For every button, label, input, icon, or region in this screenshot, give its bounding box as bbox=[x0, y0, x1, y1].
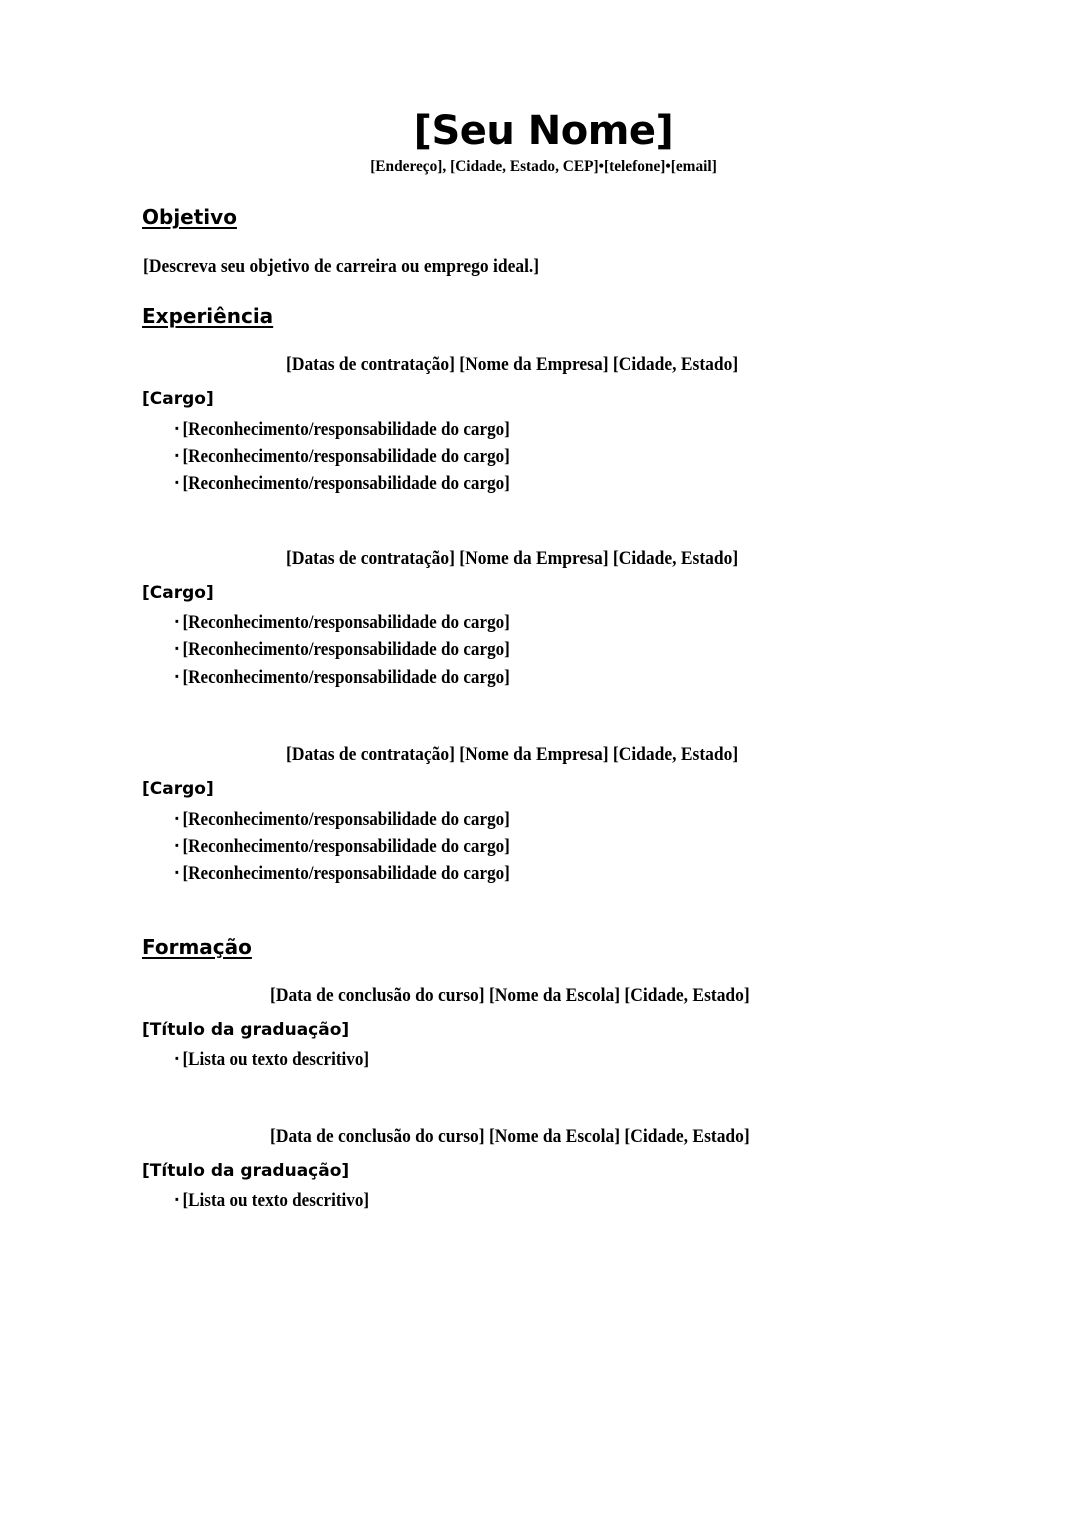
bullet-icon: ▪ bbox=[175, 421, 179, 435]
degree-title: [Título da graduação] bbox=[142, 1161, 350, 1181]
bullet-icon: ▪ bbox=[175, 641, 179, 655]
job-bullet: ▪ [Reconhecimento/responsabilidade do cargo] bbox=[175, 446, 510, 467]
job-line: [Datas de contratação] [Nome da Empresa] [Cidade, Estado] bbox=[286, 548, 739, 569]
bullet-icon: ▪ bbox=[175, 614, 179, 628]
section-heading-objective: Objetivo bbox=[142, 205, 237, 229]
degree-title: [Título da graduação] bbox=[142, 1020, 350, 1040]
section-heading-education: Formação bbox=[142, 935, 252, 959]
job-bullet: ▪ [Reconhecimento/responsabilidade do cargo] bbox=[175, 863, 510, 884]
job-line: [Datas de contratação] [Nome da Empresa] [Cidade, Estado] bbox=[286, 744, 739, 765]
bullet-icon: ▪ bbox=[175, 1192, 179, 1206]
job-title: [Cargo] bbox=[142, 389, 214, 409]
section-heading-experience: Experiência bbox=[142, 304, 274, 328]
job-bullet: ▪ [Reconhecimento/responsabilidade do cargo] bbox=[175, 667, 510, 688]
bullet-icon: ▪ bbox=[175, 1051, 179, 1065]
contact-line: [Endereço], [Cidade, Estado, CEP]•[telefone]•[email] bbox=[370, 158, 717, 175]
education-bullet: ▪ [Lista ou texto descritivo] bbox=[175, 1049, 370, 1070]
education-line: [Data de conclusão do curso] [Nome da Escola] [Cidade, Estado] bbox=[270, 985, 750, 1006]
job-bullet: ▪ [Reconhecimento/responsabilidade do cargo] bbox=[175, 419, 510, 440]
job-line: [Datas de contratação] [Nome da Empresa] [Cidade, Estado] bbox=[286, 354, 739, 375]
bullet-icon: ▪ bbox=[175, 811, 179, 825]
bullet-icon: ▪ bbox=[175, 475, 179, 489]
job-bullet: ▪ [Reconhecimento/responsabilidade do cargo] bbox=[175, 809, 510, 830]
bullet-icon: ▪ bbox=[175, 669, 179, 683]
bullet-icon: ▪ bbox=[175, 838, 179, 852]
job-bullet: ▪ [Reconhecimento/responsabilidade do cargo] bbox=[175, 612, 510, 633]
resume-name: [Seu Nome] bbox=[413, 108, 674, 154]
bullet-icon: ▪ bbox=[175, 865, 179, 879]
education-bullet: ▪ [Lista ou texto descritivo] bbox=[175, 1190, 370, 1211]
objective-text: [Descreva seu objetivo de carreira ou emprego ideal.] bbox=[143, 256, 540, 277]
job-bullet: ▪ [Reconhecimento/responsabilidade do cargo] bbox=[175, 836, 510, 857]
job-title: [Cargo] bbox=[142, 779, 214, 799]
job-title: [Cargo] bbox=[142, 583, 214, 603]
job-bullet: ▪ [Reconhecimento/responsabilidade do cargo] bbox=[175, 639, 510, 660]
bullet-icon: ▪ bbox=[175, 448, 179, 462]
job-bullet: ▪ [Reconhecimento/responsabilidade do cargo] bbox=[175, 473, 510, 494]
education-line: [Data de conclusão do curso] [Nome da Escola] [Cidade, Estado] bbox=[270, 1126, 750, 1147]
